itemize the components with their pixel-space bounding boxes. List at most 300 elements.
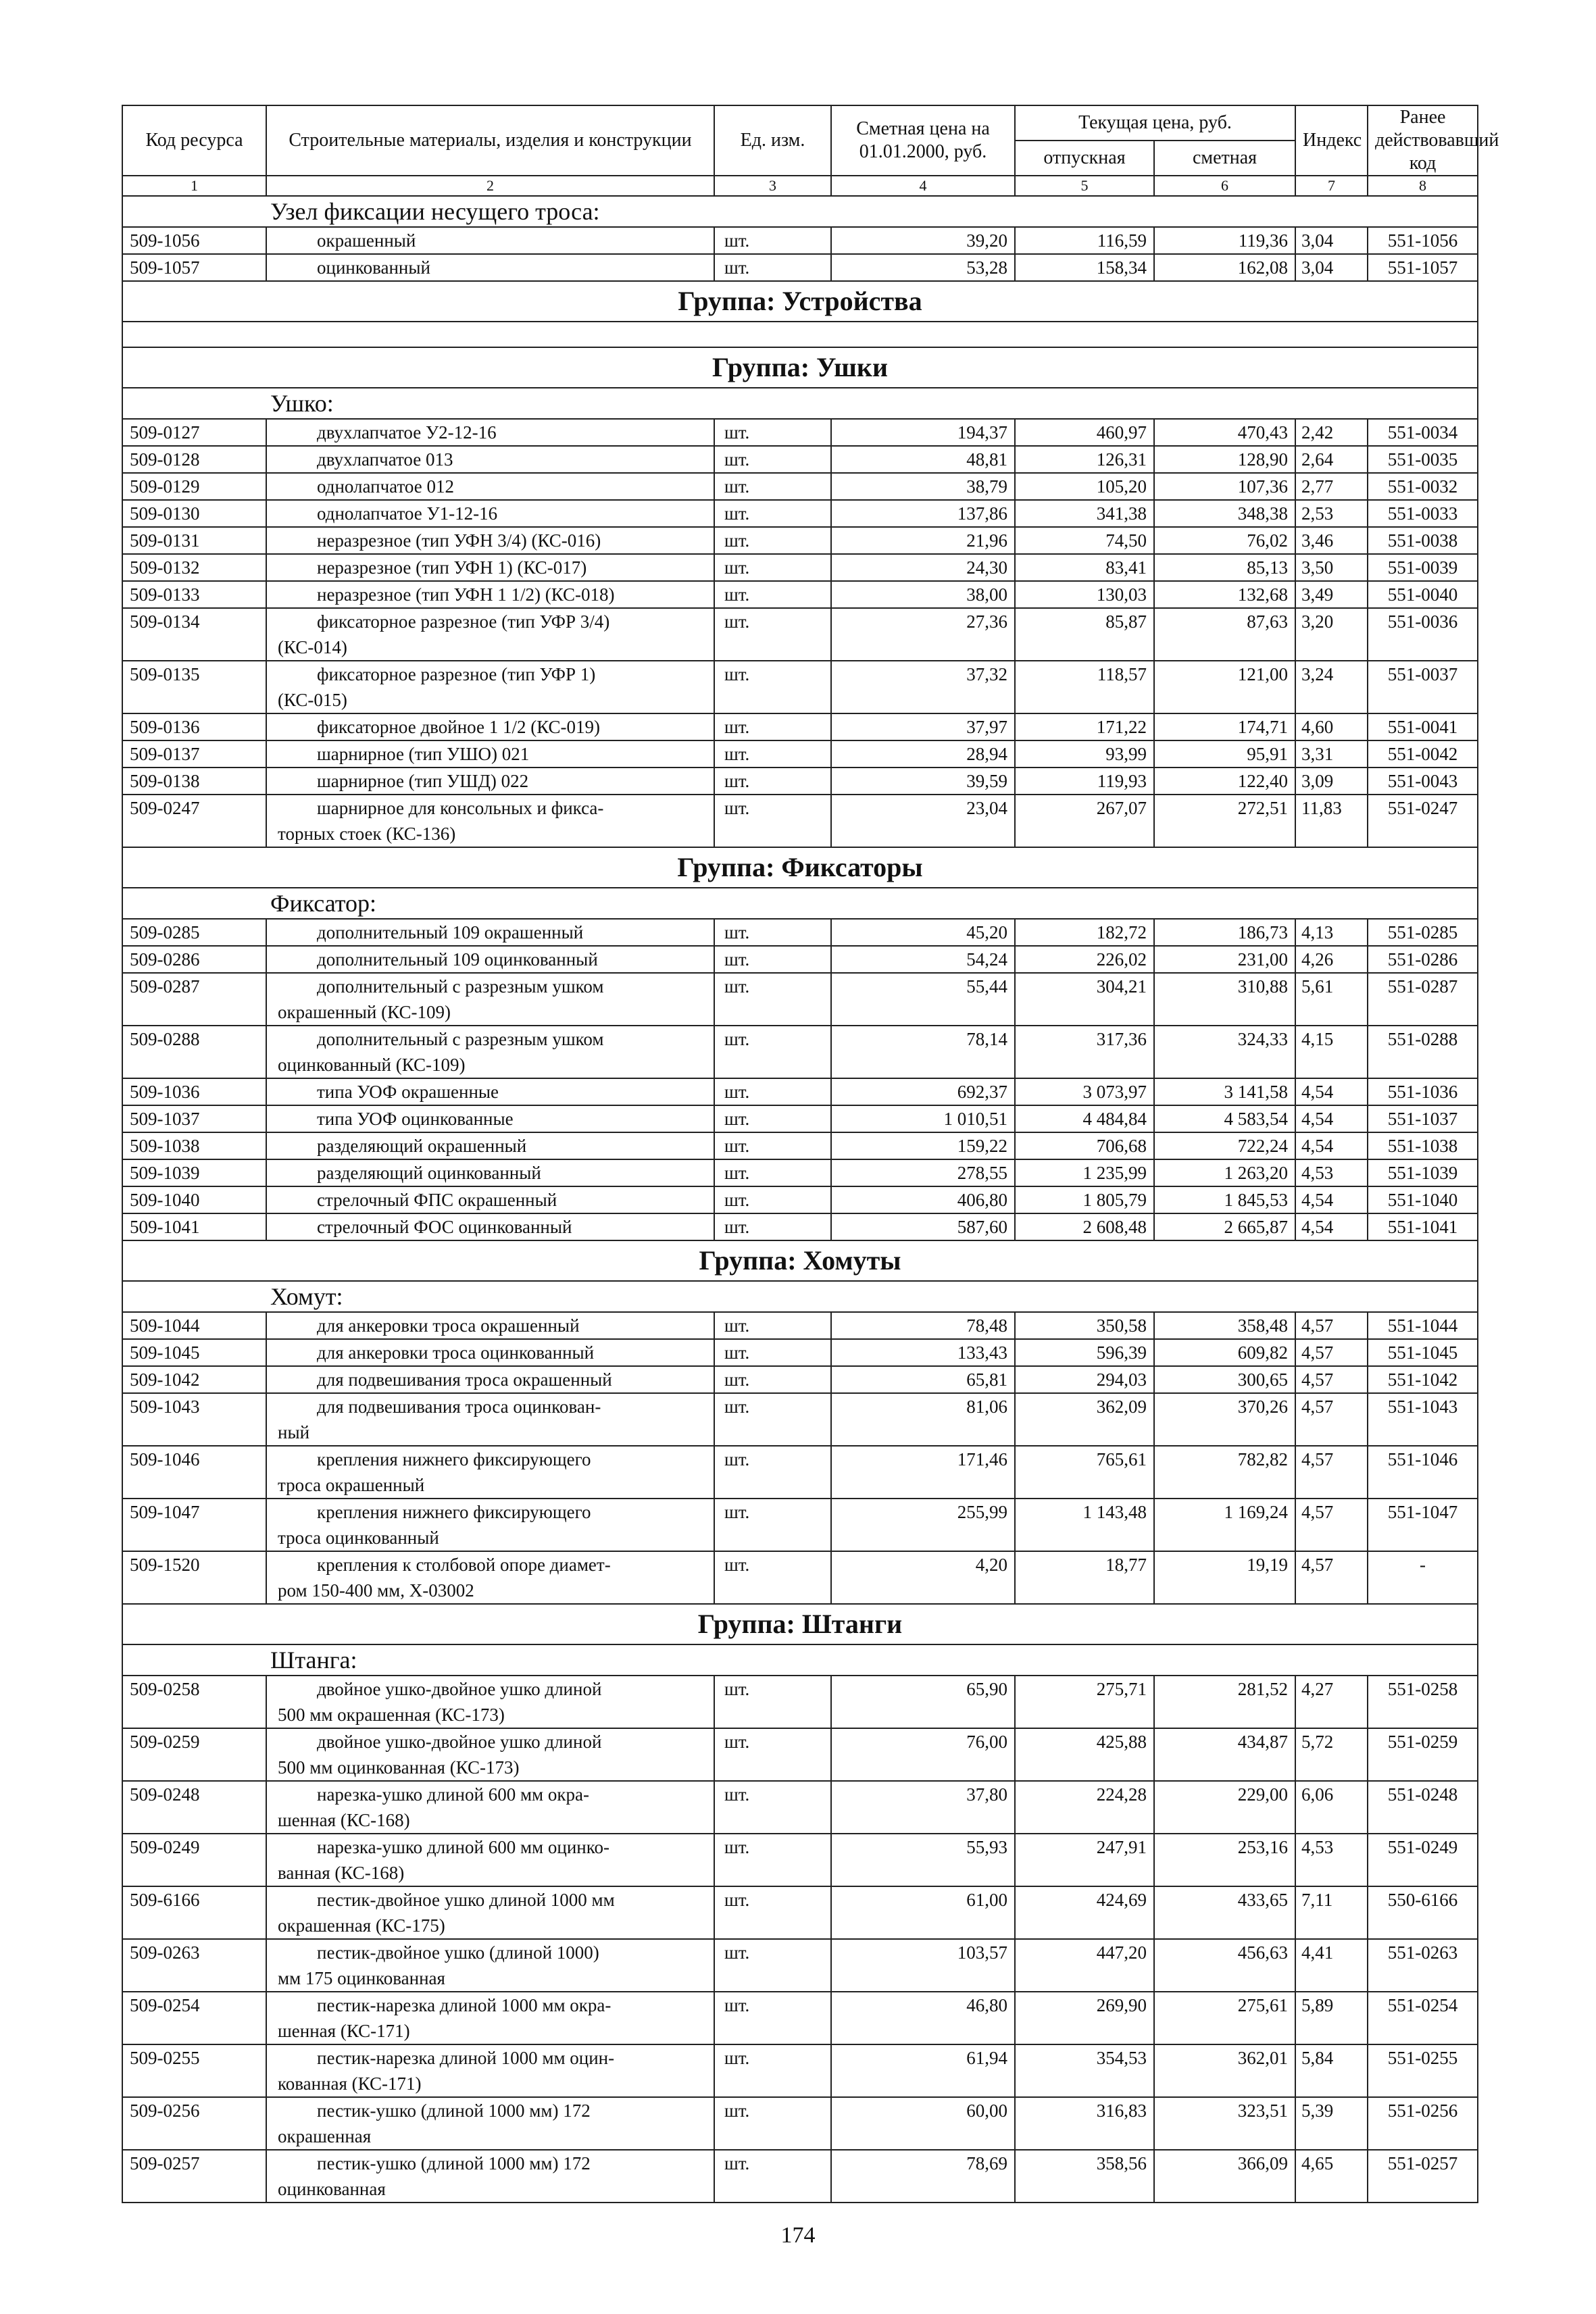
price-index: 5,39 bbox=[1295, 2097, 1368, 2150]
material-name: пестик-нарезка длиной 1000 мм оцин- bbox=[317, 2048, 615, 2068]
release-price: 460,97 bbox=[1015, 419, 1154, 446]
estimate-price: 434,87 bbox=[1154, 1728, 1295, 1781]
material-name: типа УОФ окрашенные bbox=[317, 1082, 499, 1102]
estimate-price: 4 583,54 bbox=[1154, 1105, 1295, 1132]
material-name-continued: окрашенная bbox=[278, 2126, 372, 2146]
price-index: 2,53 bbox=[1295, 500, 1368, 527]
material-name: разделяющий окрашенный bbox=[317, 1136, 527, 1156]
price-index: 4,13 bbox=[1295, 919, 1368, 946]
material-cell bbox=[266, 919, 714, 946]
table-row bbox=[122, 1834, 1478, 1886]
estimate-price: 1 169,24 bbox=[1154, 1499, 1295, 1551]
unit: шт. bbox=[714, 768, 831, 795]
previous-code: 551-0259 bbox=[1368, 1728, 1478, 1781]
release-price: 171,22 bbox=[1015, 713, 1154, 740]
previous-code: 551-0033 bbox=[1368, 500, 1478, 527]
price-index: 5,89 bbox=[1295, 1992, 1368, 2044]
material-cell bbox=[266, 446, 714, 473]
resource-code: 509-0138 bbox=[122, 768, 266, 795]
previous-code: 551-0041 bbox=[1368, 713, 1478, 740]
unit: шт. bbox=[714, 1312, 831, 1339]
material-name-continued: ванная (КС-168) bbox=[278, 1863, 405, 1883]
price-index: 11,83 bbox=[1295, 795, 1368, 847]
material-name-continued: (КС-014) bbox=[278, 637, 347, 657]
column-number: 5 bbox=[1015, 176, 1154, 196]
material-name-continued: 500 мм окрашенная (КС-173) bbox=[278, 1705, 505, 1725]
release-price: 304,21 bbox=[1015, 973, 1154, 1026]
base-price: 39,59 bbox=[831, 768, 1015, 795]
table-row bbox=[122, 1366, 1478, 1393]
group-heading: Группа: Устройства bbox=[122, 281, 1478, 322]
material-cell bbox=[266, 2097, 714, 2150]
table-row bbox=[122, 554, 1478, 581]
release-price: 706,68 bbox=[1015, 1132, 1154, 1159]
material-name: однолапчатое У1-12-16 bbox=[317, 503, 498, 524]
group-heading-row bbox=[122, 1240, 1478, 1281]
subsection-title: Хомут: bbox=[270, 1283, 343, 1310]
release-price: 126,31 bbox=[1015, 446, 1154, 473]
release-price: 226,02 bbox=[1015, 946, 1154, 973]
base-price: 78,69 bbox=[831, 2150, 1015, 2203]
header-resource-code: Код ресурса bbox=[122, 105, 266, 176]
price-index: 3,49 bbox=[1295, 581, 1368, 608]
material-name: пестик-двойное ушко длиной 1000 мм bbox=[317, 1890, 615, 1910]
previous-code: 551-0263 bbox=[1368, 1939, 1478, 1992]
estimate-price: 722,24 bbox=[1154, 1132, 1295, 1159]
material-cell bbox=[266, 1728, 714, 1781]
header-current-price: Текущая цена, руб. bbox=[1015, 105, 1295, 141]
base-price: 28,94 bbox=[831, 740, 1015, 768]
price-index: 4,57 bbox=[1295, 1499, 1368, 1551]
table-row bbox=[122, 1446, 1478, 1499]
material-name: окрашенный bbox=[317, 230, 416, 251]
material-name: нарезка-ушко длиной 600 мм окра- bbox=[317, 1784, 589, 1805]
estimate-price: 366,09 bbox=[1154, 2150, 1295, 2203]
previous-code: 551-1056 bbox=[1368, 227, 1478, 254]
price-index: 4,57 bbox=[1295, 1339, 1368, 1366]
unit: шт. bbox=[714, 1132, 831, 1159]
unit: шт. bbox=[714, 1446, 831, 1499]
price-index: 4,15 bbox=[1295, 1026, 1368, 1078]
base-price: 78,48 bbox=[831, 1312, 1015, 1339]
base-price: 53,28 bbox=[831, 254, 1015, 281]
release-price: 118,57 bbox=[1015, 661, 1154, 713]
material-cell bbox=[266, 1132, 714, 1159]
table-row bbox=[122, 795, 1478, 847]
resource-code: 509-1046 bbox=[122, 1446, 266, 1499]
material-name-continued: ром 150-400 мм, Х-03002 bbox=[278, 1580, 474, 1601]
release-price: 1 143,48 bbox=[1015, 1499, 1154, 1551]
material-name: шарнирное (тип УШД) 022 bbox=[317, 771, 529, 791]
material-cell bbox=[266, 581, 714, 608]
table-row bbox=[122, 254, 1478, 281]
estimate-price: 87,63 bbox=[1154, 608, 1295, 661]
header-estimate-price: сметная bbox=[1154, 141, 1295, 176]
resource-code: 509-1041 bbox=[122, 1213, 266, 1240]
resource-code: 509-0249 bbox=[122, 1834, 266, 1886]
material-name: разделяющий оцинкованный bbox=[317, 1163, 541, 1183]
previous-code: 551-1044 bbox=[1368, 1312, 1478, 1339]
resource-code: 509-0285 bbox=[122, 919, 266, 946]
table-row bbox=[122, 661, 1478, 713]
material-name: оцинкованный bbox=[317, 257, 430, 278]
previous-code: 551-1040 bbox=[1368, 1186, 1478, 1213]
previous-code: 551-0037 bbox=[1368, 661, 1478, 713]
price-index: 5,84 bbox=[1295, 2044, 1368, 2097]
unit: шт. bbox=[714, 554, 831, 581]
estimate-price: 324,33 bbox=[1154, 1026, 1295, 1078]
header-previous-code: Ранее действовавший код bbox=[1368, 105, 1478, 176]
release-price: 267,07 bbox=[1015, 795, 1154, 847]
subsection-title: Штанга: bbox=[270, 1646, 357, 1674]
table-row bbox=[122, 2150, 1478, 2203]
material-name-continued: ный bbox=[278, 1422, 310, 1442]
unit: шт. bbox=[714, 2044, 831, 2097]
material-cell bbox=[266, 1499, 714, 1551]
subsection-row bbox=[122, 1281, 1478, 1312]
table-row bbox=[122, 1886, 1478, 1939]
resource-code: 509-0132 bbox=[122, 554, 266, 581]
resource-code: 509-1057 bbox=[122, 254, 266, 281]
previous-code: 551-1046 bbox=[1368, 1446, 1478, 1499]
material-name: дополнительный 109 оцинкованный bbox=[317, 949, 598, 970]
previous-code: 551-0254 bbox=[1368, 1992, 1478, 2044]
base-price: 78,14 bbox=[831, 1026, 1015, 1078]
unit: шт. bbox=[714, 1159, 831, 1186]
base-price: 37,97 bbox=[831, 713, 1015, 740]
price-index: 4,57 bbox=[1295, 1366, 1368, 1393]
base-price: 278,55 bbox=[831, 1159, 1015, 1186]
material-cell bbox=[266, 740, 714, 768]
estimate-price: 358,48 bbox=[1154, 1312, 1295, 1339]
previous-code: 551-1043 bbox=[1368, 1393, 1478, 1446]
material-name: пестик-ушко (длиной 1000 мм) 172 bbox=[317, 2101, 591, 2121]
unit: шт. bbox=[714, 608, 831, 661]
subsection-row bbox=[122, 196, 1478, 227]
price-index: 4,57 bbox=[1295, 1446, 1368, 1499]
resource-code: 509-0257 bbox=[122, 2150, 266, 2203]
release-price: 116,59 bbox=[1015, 227, 1154, 254]
base-price: 76,00 bbox=[831, 1728, 1015, 1781]
material-name: для подвешивания троса оцинкован- bbox=[317, 1397, 601, 1417]
resource-code: 509-1043 bbox=[122, 1393, 266, 1446]
previous-code: 551-0256 bbox=[1368, 2097, 1478, 2150]
estimate-price: 1 263,20 bbox=[1154, 1159, 1295, 1186]
release-price: 1 235,99 bbox=[1015, 1159, 1154, 1186]
resource-code: 509-0128 bbox=[122, 446, 266, 473]
resource-code: 509-6166 bbox=[122, 1886, 266, 1939]
base-price: 159,22 bbox=[831, 1132, 1015, 1159]
price-index: 4,54 bbox=[1295, 1105, 1368, 1132]
material-cell bbox=[266, 1939, 714, 1992]
previous-code: 551-0255 bbox=[1368, 2044, 1478, 2097]
base-price: 38,00 bbox=[831, 581, 1015, 608]
price-index: 3,31 bbox=[1295, 740, 1368, 768]
unit: шт. bbox=[714, 2150, 831, 2203]
group-heading: Группа: Фиксаторы bbox=[122, 847, 1478, 888]
material-name: для подвешивания троса окрашенный bbox=[317, 1369, 612, 1390]
header-index: Индекс bbox=[1295, 105, 1368, 176]
base-price: 48,81 bbox=[831, 446, 1015, 473]
resource-code: 509-0286 bbox=[122, 946, 266, 973]
material-name-continued: мм 175 оцинкованная bbox=[278, 1968, 445, 1988]
resource-code: 509-0288 bbox=[122, 1026, 266, 1078]
release-price: 316,83 bbox=[1015, 2097, 1154, 2150]
previous-code: 551-0032 bbox=[1368, 473, 1478, 500]
previous-code: 551-1039 bbox=[1368, 1159, 1478, 1186]
estimate-price: 174,71 bbox=[1154, 713, 1295, 740]
resource-code: 509-0287 bbox=[122, 973, 266, 1026]
resource-code: 509-1056 bbox=[122, 227, 266, 254]
release-price: 269,90 bbox=[1015, 1992, 1154, 2044]
material-cell bbox=[266, 1446, 714, 1499]
material-name: двухлапчатое 013 bbox=[317, 449, 453, 470]
material-name: нарезка-ушко длиной 600 мм оцинко- bbox=[317, 1837, 609, 1857]
previous-code: 551-0040 bbox=[1368, 581, 1478, 608]
previous-code: 551-0035 bbox=[1368, 446, 1478, 473]
material-name: пестик-двойное ушко (длиной 1000) bbox=[317, 1942, 599, 1963]
price-index: 4,54 bbox=[1295, 1213, 1368, 1240]
estimate-price: 348,38 bbox=[1154, 500, 1295, 527]
material-name: фиксаторное разрезное (тип УФР 1) bbox=[317, 664, 596, 684]
unit: шт. bbox=[714, 1213, 831, 1240]
base-price: 39,20 bbox=[831, 227, 1015, 254]
unit: шт. bbox=[714, 1499, 831, 1551]
base-price: 55,44 bbox=[831, 973, 1015, 1026]
release-price: 362,09 bbox=[1015, 1393, 1154, 1446]
estimate-price: 433,65 bbox=[1154, 1886, 1295, 1939]
header-release-price: отпускная bbox=[1015, 141, 1154, 176]
material-name: неразрезное (тип УФН 1 1/2) (КС-018) bbox=[317, 584, 615, 605]
previous-code: 551-0288 bbox=[1368, 1026, 1478, 1078]
material-name-continued: окрашенный (КС-109) bbox=[278, 1002, 451, 1022]
header-base-price: Сметная цена на 01.01.2000, руб. bbox=[831, 105, 1015, 176]
release-price: 2 608,48 bbox=[1015, 1213, 1154, 1240]
material-name: однолапчатое 012 bbox=[317, 476, 454, 497]
resource-code: 509-0127 bbox=[122, 419, 266, 446]
table-row bbox=[122, 419, 1478, 446]
base-price: 406,80 bbox=[831, 1186, 1015, 1213]
base-price: 38,79 bbox=[831, 473, 1015, 500]
base-price: 65,90 bbox=[831, 1676, 1015, 1728]
estimate-price: 132,68 bbox=[1154, 581, 1295, 608]
release-price: 3 073,97 bbox=[1015, 1078, 1154, 1105]
release-price: 424,69 bbox=[1015, 1886, 1154, 1939]
material-name-continued: троса окрашенный bbox=[278, 1475, 425, 1495]
price-index: 3,20 bbox=[1295, 608, 1368, 661]
price-index: 3,50 bbox=[1295, 554, 1368, 581]
unit: шт. bbox=[714, 527, 831, 554]
material-cell bbox=[266, 1551, 714, 1604]
material-name: фиксаторное двойное 1 1/2 (КС-019) bbox=[317, 717, 601, 737]
resource-code: 509-0130 bbox=[122, 500, 266, 527]
release-price: 1 805,79 bbox=[1015, 1186, 1154, 1213]
resource-code: 509-0131 bbox=[122, 527, 266, 554]
material-cell bbox=[266, 1213, 714, 1240]
previous-code: 551-0287 bbox=[1368, 973, 1478, 1026]
table-row bbox=[122, 2097, 1478, 2150]
material-name-continued: оцинкованная bbox=[278, 2179, 386, 2199]
price-index: 3,04 bbox=[1295, 254, 1368, 281]
estimate-price: 300,65 bbox=[1154, 1366, 1295, 1393]
subsection-cell bbox=[122, 888, 1478, 919]
material-cell bbox=[266, 2044, 714, 2097]
previous-code: 551-1036 bbox=[1368, 1078, 1478, 1105]
resource-code: 509-0133 bbox=[122, 581, 266, 608]
table-row bbox=[122, 1213, 1478, 1240]
unit: шт. bbox=[714, 1886, 831, 1939]
column-number: 4 bbox=[831, 176, 1015, 196]
estimate-price: 186,73 bbox=[1154, 919, 1295, 946]
base-price: 61,94 bbox=[831, 2044, 1015, 2097]
unit: шт. bbox=[714, 1366, 831, 1393]
release-price: 317,36 bbox=[1015, 1026, 1154, 1078]
material-name-continued: окрашенная (КС-175) bbox=[278, 1915, 445, 1936]
price-index: 4,65 bbox=[1295, 2150, 1368, 2203]
release-price: 158,34 bbox=[1015, 254, 1154, 281]
material-cell bbox=[266, 1105, 714, 1132]
material-cell bbox=[266, 1078, 714, 1105]
estimate-price: 281,52 bbox=[1154, 1676, 1295, 1728]
previous-code: 551-1047 bbox=[1368, 1499, 1478, 1551]
table-row bbox=[122, 1026, 1478, 1078]
price-index: 2,77 bbox=[1295, 473, 1368, 500]
previous-code: 551-0248 bbox=[1368, 1781, 1478, 1834]
base-price: 23,04 bbox=[831, 795, 1015, 847]
subsection-row bbox=[122, 388, 1478, 419]
previous-code: 551-1038 bbox=[1368, 1132, 1478, 1159]
price-index: 7,11 bbox=[1295, 1886, 1368, 1939]
group-heading: Группа: Штанги bbox=[122, 1604, 1478, 1644]
estimate-price: 2 665,87 bbox=[1154, 1213, 1295, 1240]
table-row bbox=[122, 1078, 1478, 1105]
group-heading-row bbox=[122, 281, 1478, 322]
unit: шт. bbox=[714, 973, 831, 1026]
price-index: 5,61 bbox=[1295, 973, 1368, 1026]
price-index: 4,53 bbox=[1295, 1834, 1368, 1886]
price-index: 3,24 bbox=[1295, 661, 1368, 713]
material-cell bbox=[266, 473, 714, 500]
resource-code: 509-1045 bbox=[122, 1339, 266, 1366]
release-price: 18,77 bbox=[1015, 1551, 1154, 1604]
price-index: 4,41 bbox=[1295, 1939, 1368, 1992]
table-row bbox=[122, 1781, 1478, 1834]
unit: шт. bbox=[714, 740, 831, 768]
base-price: 194,37 bbox=[831, 419, 1015, 446]
base-price: 46,80 bbox=[831, 1992, 1015, 2044]
table-row bbox=[122, 473, 1478, 500]
release-price: 119,93 bbox=[1015, 768, 1154, 795]
group-heading: Группа: Ушки bbox=[122, 347, 1478, 388]
base-price: 692,37 bbox=[831, 1078, 1015, 1105]
material-cell bbox=[266, 608, 714, 661]
price-index: 4,26 bbox=[1295, 946, 1368, 973]
previous-code: 551-0286 bbox=[1368, 946, 1478, 973]
release-price: 350,58 bbox=[1015, 1312, 1154, 1339]
column-number: 7 bbox=[1295, 176, 1368, 196]
estimate-price: 229,00 bbox=[1154, 1781, 1295, 1834]
price-index: 4,54 bbox=[1295, 1132, 1368, 1159]
previous-code: 551-0285 bbox=[1368, 919, 1478, 946]
estimate-price: 1 845,53 bbox=[1154, 1186, 1295, 1213]
material-name: для анкеровки троса оцинкованный bbox=[317, 1342, 595, 1363]
material-name: крепления к столбовой опоре диамет- bbox=[317, 1555, 611, 1575]
resource-code: 509-0247 bbox=[122, 795, 266, 847]
estimate-price: 162,08 bbox=[1154, 254, 1295, 281]
table-row bbox=[122, 227, 1478, 254]
unit: шт. bbox=[714, 1939, 831, 1992]
base-price: 1 010,51 bbox=[831, 1105, 1015, 1132]
base-price: 65,81 bbox=[831, 1366, 1015, 1393]
subsection-title: Узел фиксации несущего троса: bbox=[270, 198, 600, 225]
price-index: 3,09 bbox=[1295, 768, 1368, 795]
base-price: 171,46 bbox=[831, 1446, 1015, 1499]
material-cell bbox=[266, 1159, 714, 1186]
base-price: 255,99 bbox=[831, 1499, 1015, 1551]
table-row bbox=[122, 1132, 1478, 1159]
base-price: 81,06 bbox=[831, 1393, 1015, 1446]
price-index: 5,72 bbox=[1295, 1728, 1368, 1781]
price-table-sheet bbox=[122, 105, 1499, 2203]
release-price: 4 484,84 bbox=[1015, 1105, 1154, 1132]
estimate-price: 231,00 bbox=[1154, 946, 1295, 973]
estimate-price: 782,82 bbox=[1154, 1446, 1295, 1499]
material-cell bbox=[266, 946, 714, 973]
table-row bbox=[122, 946, 1478, 973]
resource-code: 509-1036 bbox=[122, 1078, 266, 1105]
material-cell bbox=[266, 1393, 714, 1446]
material-cell bbox=[266, 1339, 714, 1366]
price-index: 3,46 bbox=[1295, 527, 1368, 554]
price-index: 4,27 bbox=[1295, 1676, 1368, 1728]
resource-code: 509-1044 bbox=[122, 1312, 266, 1339]
estimate-price: 275,61 bbox=[1154, 1992, 1295, 2044]
material-cell bbox=[266, 1886, 714, 1939]
resource-code: 509-1037 bbox=[122, 1105, 266, 1132]
table-row bbox=[122, 1105, 1478, 1132]
subsection-cell bbox=[122, 196, 1478, 227]
resource-code: 509-0129 bbox=[122, 473, 266, 500]
unit: шт. bbox=[714, 254, 831, 281]
previous-code: 551-1037 bbox=[1368, 1105, 1478, 1132]
table-body bbox=[122, 196, 1478, 2203]
material-cell bbox=[266, 661, 714, 713]
unit: шт. bbox=[714, 1834, 831, 1886]
base-price: 54,24 bbox=[831, 946, 1015, 973]
estimate-price: 370,26 bbox=[1154, 1393, 1295, 1446]
base-price: 4,20 bbox=[831, 1551, 1015, 1604]
release-price: 294,03 bbox=[1015, 1366, 1154, 1393]
material-cell bbox=[266, 1312, 714, 1339]
column-number: 1 bbox=[122, 176, 266, 196]
release-price: 275,71 bbox=[1015, 1676, 1154, 1728]
estimate-price: 456,63 bbox=[1154, 1939, 1295, 1992]
unit: шт. bbox=[714, 2097, 831, 2150]
group-heading-row bbox=[122, 847, 1478, 888]
material-name: шарнирное для консольных и фикса- bbox=[317, 798, 604, 818]
material-cell bbox=[266, 1026, 714, 1078]
previous-code: 551-0034 bbox=[1368, 419, 1478, 446]
previous-code: 551-0247 bbox=[1368, 795, 1478, 847]
previous-code: 551-0043 bbox=[1368, 768, 1478, 795]
group-heading: Группа: Хомуты bbox=[122, 1240, 1478, 1281]
subsection-cell bbox=[122, 1644, 1478, 1676]
estimate-price: 19,19 bbox=[1154, 1551, 1295, 1604]
page-number: 174 bbox=[780, 2223, 816, 2248]
base-price: 137,86 bbox=[831, 500, 1015, 527]
resource-code: 509-1039 bbox=[122, 1159, 266, 1186]
unit: шт. bbox=[714, 1728, 831, 1781]
